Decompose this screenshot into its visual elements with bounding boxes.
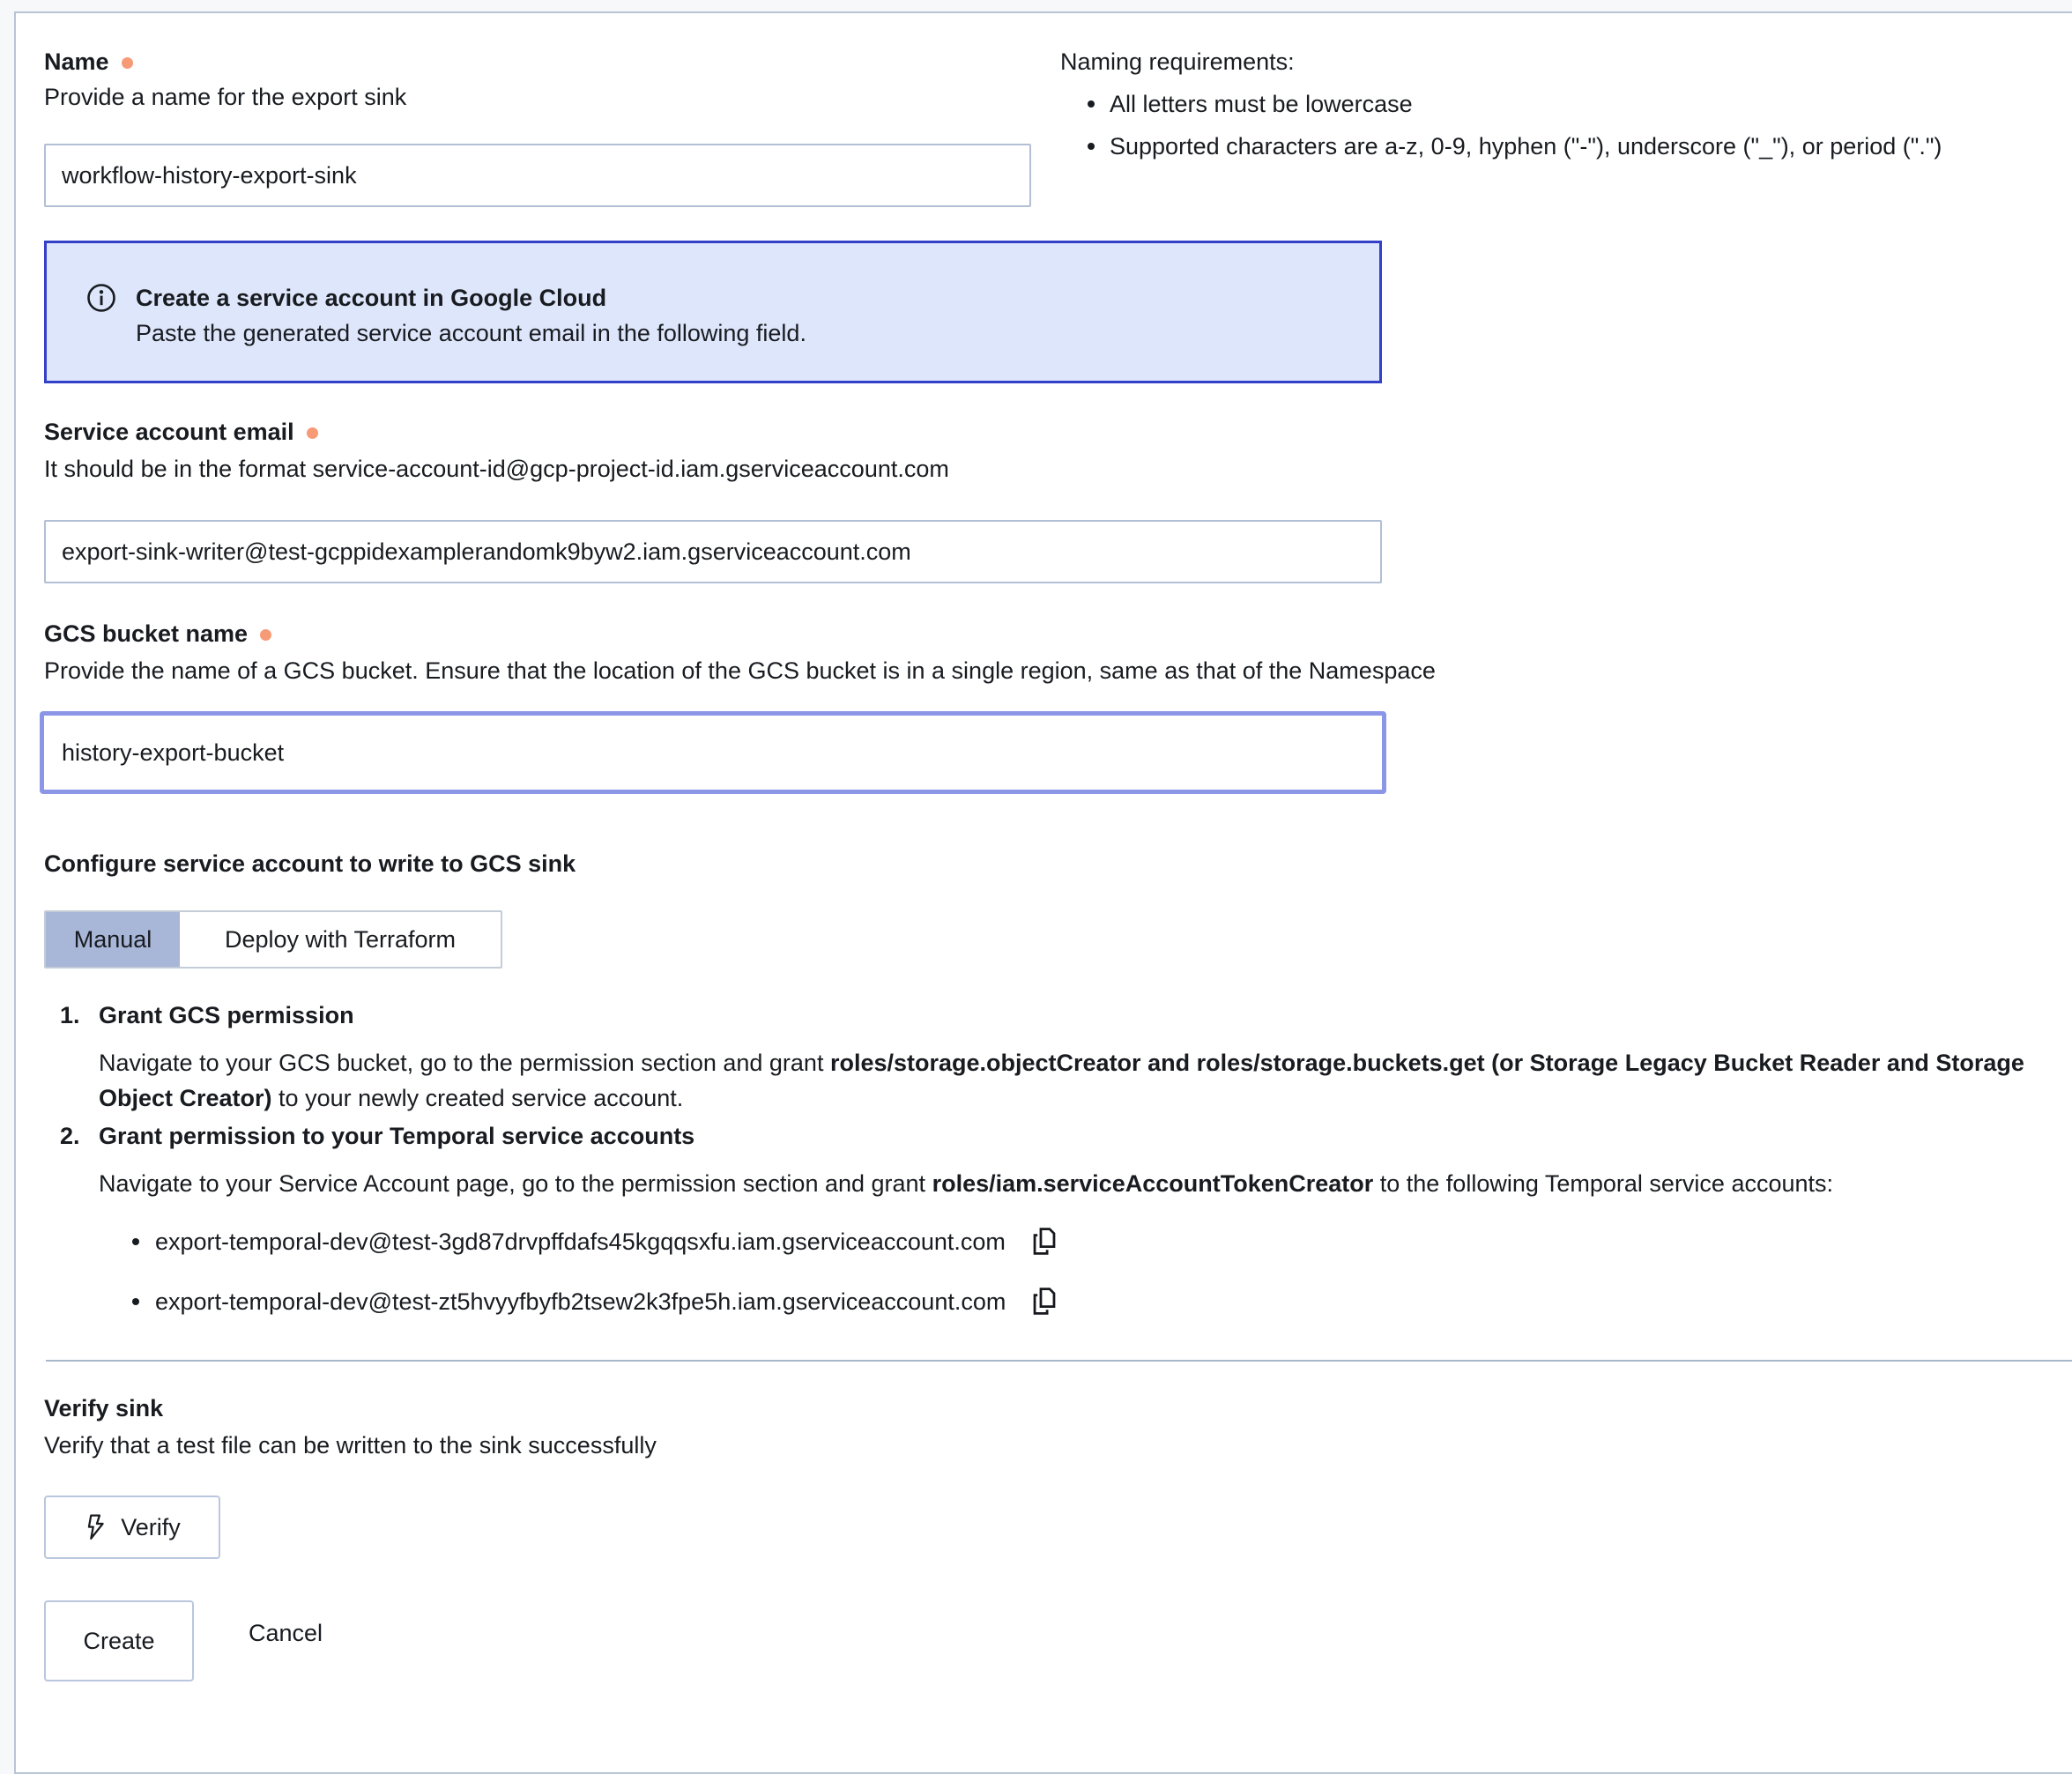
form-actions [44, 1600, 2072, 1681]
bucket-input[interactable] [40, 711, 1386, 794]
copy-icon [1031, 1286, 1058, 1318]
step-grant-gcs-permission [44, 1002, 2072, 1116]
copy-icon [1031, 1226, 1058, 1258]
create-button[interactable]: Create [44, 1600, 194, 1681]
step-body-text: to your newly created service account. [271, 1085, 684, 1111]
configure-tabs [44, 910, 502, 969]
service-account-label: Service account email [44, 419, 294, 445]
tab-deploy-with-terraform[interactable]: Deploy with Terraform [180, 912, 501, 967]
naming-requirements-list [1060, 91, 2072, 160]
name-field-group [44, 48, 1031, 207]
service-account-input[interactable] [44, 520, 1382, 583]
bullet-icon [1088, 143, 1095, 150]
temporal-account-email: export-temporal-dev@test-3gd87drvpffdafs45kgqqsxfu.iam.gserviceaccount.com [155, 1228, 1006, 1255]
tab-manual[interactable]: Manual [46, 912, 180, 967]
required-dot-icon [260, 629, 271, 641]
top-row [44, 48, 2072, 207]
step-body-text: Navigate to your GCS bucket, go to the permission section and grant [99, 1050, 830, 1076]
info-banner [44, 241, 1382, 383]
verify-sink-description: Verify that a test file can be written to the sink successfully [44, 1432, 657, 1459]
info-banner-body: Paste the generated service account email in the following field. [136, 320, 806, 346]
temporal-account-list [44, 1228, 2072, 1315]
naming-requirements [1060, 48, 2072, 207]
required-dot-icon [307, 427, 318, 439]
step-number: 2. [60, 1123, 80, 1149]
step-grant-temporal-permission [44, 1123, 2072, 1201]
step-title-row [60, 1123, 2072, 1149]
bullet-icon [132, 1298, 139, 1305]
naming-requirement-text: Supported characters are a-z, 0-9, hyphen ("-"), underscore ("_"), or period (".") [1110, 133, 1942, 160]
copy-button[interactable] [1030, 1225, 1058, 1258]
name-label-row [44, 48, 1031, 75]
naming-requirement-item [1060, 133, 2072, 160]
step-title-row [60, 1002, 2072, 1028]
export-sink-form [14, 11, 2072, 1774]
bucket-label: GCS bucket name [44, 620, 249, 647]
bullet-icon [132, 1238, 139, 1245]
name-input[interactable] [44, 144, 1031, 207]
verify-sink-title: Verify sink [44, 1395, 164, 1421]
verify-button[interactable] [44, 1496, 220, 1559]
service-account-description: It should be in the format service-account-id@gcp-project-id.iam.gserviceaccount.com [44, 456, 949, 482]
manual-steps [44, 1002, 2072, 1201]
step-body [99, 1045, 2046, 1116]
info-banner-head [86, 283, 1344, 313]
copy-button[interactable] [1030, 1285, 1058, 1318]
name-description: Provide a name for the export sink [44, 84, 407, 110]
step-title: Grant GCS permission [99, 1002, 354, 1028]
lightning-bolt-icon [84, 1514, 107, 1540]
step-number: 1. [60, 1002, 80, 1028]
step-body-text: to the following Temporal service accounts: [1373, 1170, 1834, 1197]
bucket-description: Provide the name of a GCS bucket. Ensure that the location of the GCS bucket is in a single region, same as that of the Namespace [44, 657, 1436, 684]
step-body-text: Navigate to your Service Account page, go to the permission section and grant [99, 1170, 932, 1197]
step-body-bold: roles/iam.serviceAccountTokenCreator [932, 1170, 1374, 1197]
temporal-account-item [44, 1288, 2072, 1315]
step-body [99, 1166, 2046, 1201]
required-dot-icon [122, 57, 133, 69]
section-divider [46, 1360, 2072, 1362]
naming-requirement-item [1060, 91, 2072, 117]
naming-requirement-text: All letters must be lowercase [1110, 91, 1413, 117]
bullet-icon [1088, 100, 1095, 108]
temporal-account-email: export-temporal-dev@test-zt5hvyyfbyfb2tsew2k3fpe5h.iam.gserviceaccount.com [155, 1288, 1006, 1315]
info-banner-title: Create a service account in Google Cloud [136, 285, 607, 311]
service-account-label-row [44, 419, 2072, 445]
bucket-label-row [44, 620, 2072, 647]
cancel-button[interactable]: Cancel [249, 1620, 323, 1646]
temporal-account-item [44, 1228, 2072, 1255]
info-icon [86, 283, 116, 313]
step-body-bold: roles/storage.objectCreator and roles/storage.buckets.get (or Storage Legacy Bucket Reader and Storage Object Creator) [99, 1050, 2024, 1111]
configure-section-title: Configure service account to write to GCS sink [44, 850, 576, 877]
step-title: Grant permission to your Temporal service accounts [99, 1123, 695, 1149]
verify-button-label: Verify [121, 1513, 181, 1540]
name-label: Name [44, 48, 109, 75]
naming-requirements-title: Naming requirements: [1060, 48, 1295, 75]
